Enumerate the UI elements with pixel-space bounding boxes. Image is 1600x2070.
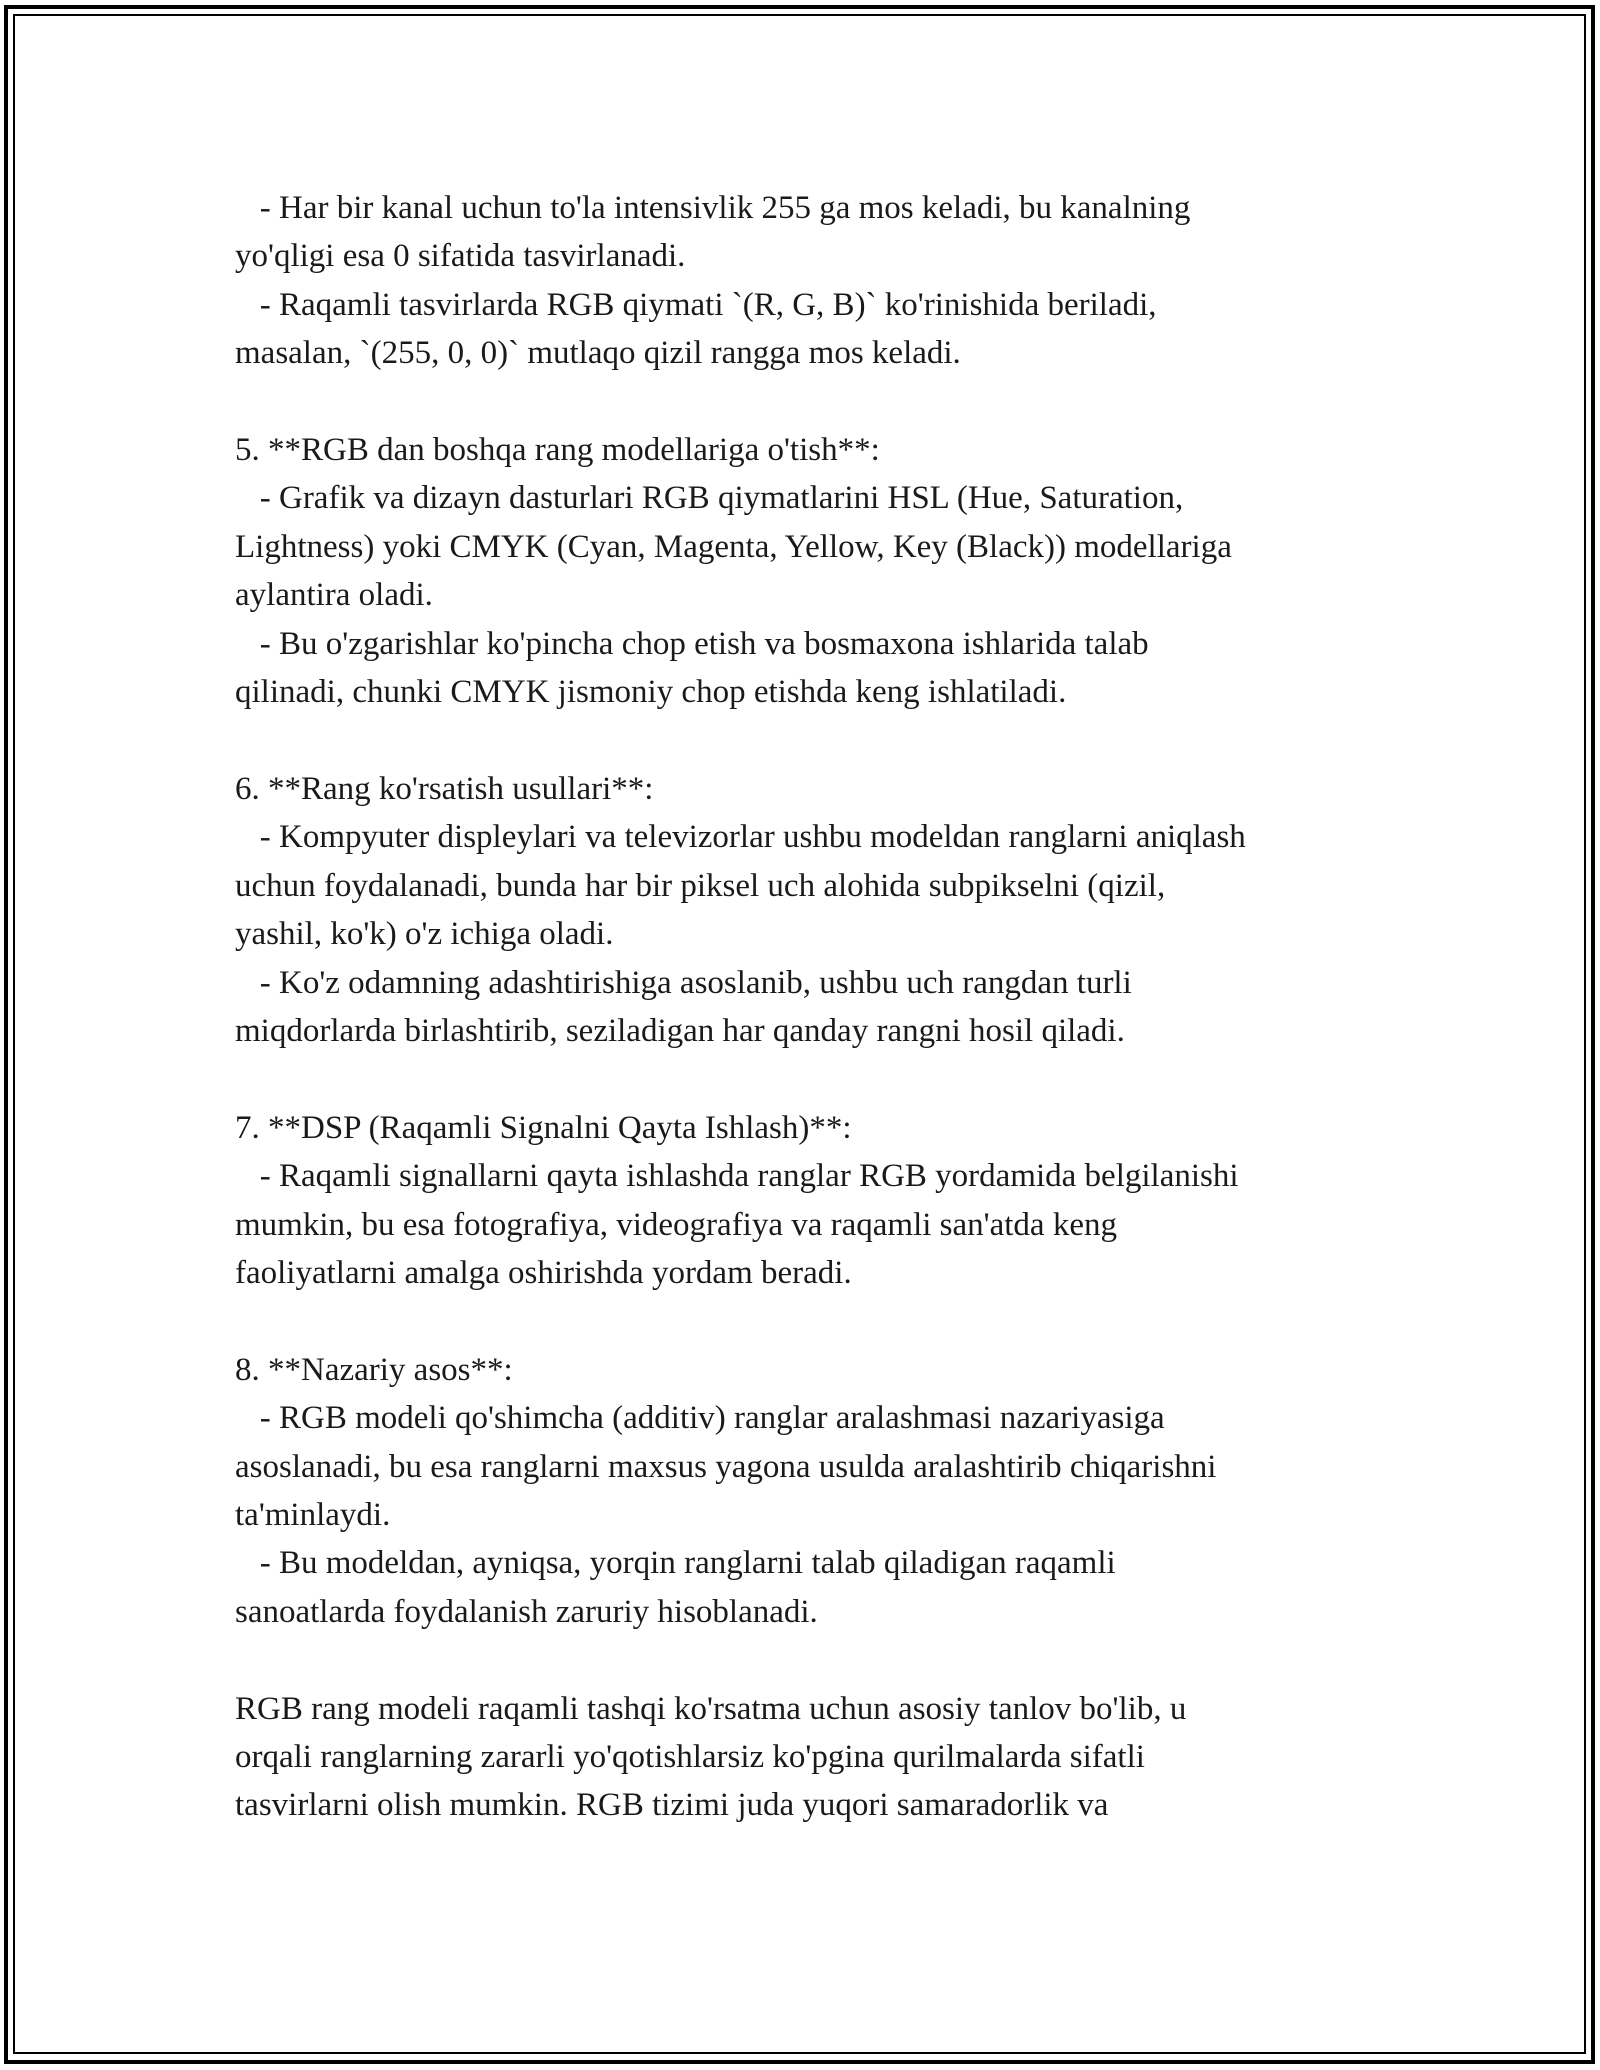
text-line: - Bu o'zgarishlar ko'pincha chop etish va bosmaxona ishlarida talab xyxy=(235,625,1149,662)
blank-line xyxy=(235,722,243,758)
text-line: miqdorlarda birlashtirib, seziladigan har qanday rangni hosil qiladi. xyxy=(235,1012,1125,1049)
text-line: yashil, ko'k) o'z ichiga oladi. xyxy=(235,916,614,953)
text-line: - Ko'z odamning adashtirishiga asoslanib, ushbu uch rangdan turli xyxy=(235,964,1132,1001)
blank-line xyxy=(235,1642,243,1678)
document-body xyxy=(235,184,1395,1830)
blank-line xyxy=(235,1061,243,1097)
text-line: faoliyatlarni amalga oshirishda yordam beradi. xyxy=(235,1254,852,1291)
text-line: - Grafik va dizayn dasturlari RGB qiymatlarini HSL (Hue, Saturation, xyxy=(235,480,1184,517)
text-line: mumkin, bu esa fotografiya, videografiya va raqamli san'atda keng xyxy=(235,1206,1117,1243)
text-line: 6. **Rang ko'rsatish usullari**: xyxy=(235,770,654,807)
text-line: - Har bir kanal uchun to'la intensivlik 255 ga mos keladi, bu kanalning xyxy=(235,190,1191,226)
text-line: - Kompyuter displeylari va televizorlar ushbu modeldan ranglarni aniqlash xyxy=(235,819,1246,856)
text-line: - Bu modeldan, ayniqsa, yorqin ranglarni talab qiladigan raqamli xyxy=(235,1545,1116,1582)
text-line: uchun foydalanadi, bunda har bir piksel uch alohida subpikselni (qizil, xyxy=(235,867,1166,904)
text-line: aylantira oladi. xyxy=(235,577,433,614)
text-line: qilinadi, chunki CMYK jismoniy chop etishda keng ishlatiladi. xyxy=(235,674,1067,711)
text-line: masalan, `(255, 0, 0)` mutlaqo qizil rangga mos keladi. xyxy=(235,335,961,372)
text-line: 7. **DSP (Raqamli Signalni Qayta Ishlash)**: xyxy=(235,1109,852,1146)
text-line: orqali ranglarning zararli yo'qotishlarsiz ko'pgina qurilmalarda sifatli xyxy=(235,1739,1145,1775)
text-line: tasvirlarni olish mumkin. RGB tizimi juda yuqori samaradorlik va xyxy=(235,1787,1109,1824)
blank-line xyxy=(235,384,243,420)
blank-line xyxy=(235,1303,243,1339)
text-line: asoslanadi, bu esa ranglarni maxsus yagona usulda aralashtirib chiqarishni xyxy=(235,1448,1217,1485)
text-line: Lightness) yoki CMYK (Cyan, Magenta, Yellow, Key (Black)) modellariga xyxy=(235,528,1232,565)
text-line: 8. **Nazariy asos**: xyxy=(235,1351,513,1388)
text-line: - RGB modeli qo'shimcha (additiv) ranglar aralashmasi nazariyasiga xyxy=(235,1400,1165,1437)
text-line: ta'minlaydi. xyxy=(235,1496,391,1533)
text-line: RGB rang modeli raqamli tashqi ko'rsatma uchun asosiy tanlov bo'lib, u xyxy=(235,1690,1187,1727)
text-line: yo'qligi esa 0 sifatida tasvirlanadi. xyxy=(235,238,686,275)
text-line: - Raqamli tasvirlarda RGB qiymati `(R, G, B)` ko'rinishida beriladi, xyxy=(235,286,1157,323)
text-line: - Raqamli signallarni qayta ishlashda ranglar RGB yordamida belgilanishi xyxy=(235,1158,1239,1195)
text-line: 5. **RGB dan boshqa rang modellariga o'tish**: xyxy=(235,432,880,469)
text-line: sanoatlarda foydalanish zaruriy hisoblanadi. xyxy=(235,1593,818,1630)
